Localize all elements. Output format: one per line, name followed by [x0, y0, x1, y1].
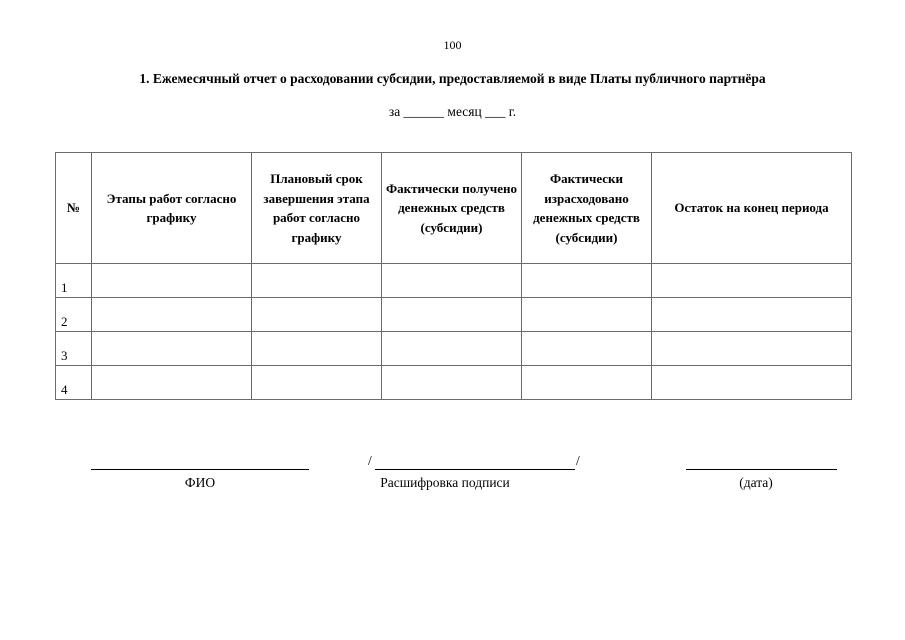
balance-cell[interactable]: [652, 332, 852, 366]
planned-deadline-cell[interactable]: [252, 298, 382, 332]
row-number-cell: 1: [56, 264, 92, 298]
column-header-funds-spent: Фактически израсходовано денежных средств (субсидии): [522, 153, 652, 264]
funds-received-cell[interactable]: [382, 298, 522, 332]
decoding-slash-right: /: [576, 453, 580, 468]
planned-deadline-cell[interactable]: [252, 366, 382, 400]
balance-cell[interactable]: [652, 264, 852, 298]
funds-received-cell[interactable]: [382, 332, 522, 366]
work-stage-cell[interactable]: [92, 332, 252, 366]
work-stage-cell[interactable]: [92, 298, 252, 332]
row-number-cell: 4: [56, 366, 92, 400]
page-number: 100: [443, 38, 462, 52]
planned-deadline-cell[interactable]: [252, 264, 382, 298]
funds-received-cell[interactable]: [382, 366, 522, 400]
column-header-number: №: [56, 153, 92, 264]
balance-cell[interactable]: [652, 298, 852, 332]
report-period: за ______ месяц ___ г.: [388, 104, 517, 119]
table-row: [56, 298, 852, 332]
report-table: [55, 152, 852, 400]
balance-cell[interactable]: [652, 366, 852, 400]
funds-received-cell[interactable]: [382, 264, 522, 298]
column-header-work-stages: Этапы работ согласно графику: [92, 153, 252, 264]
column-header-balance: Остаток на конец периода: [652, 153, 852, 264]
table-row: [56, 264, 852, 298]
date-line[interactable]: [686, 469, 837, 470]
table-row: [56, 366, 852, 400]
funds-spent-cell[interactable]: [522, 366, 652, 400]
document-title: 1. Ежемесячный отчет о расходовании субсидии, предоставляемой в виде Платы публичного партнёра: [139, 71, 766, 86]
table-header-row: [56, 153, 852, 264]
row-number-cell: 2: [56, 298, 92, 332]
row-number-cell: 3: [56, 332, 92, 366]
planned-deadline-cell[interactable]: [252, 332, 382, 366]
column-header-funds-received: Фактически получено денежных средств (субсидии): [382, 153, 522, 264]
fio-caption: ФИО: [184, 475, 216, 490]
funds-spent-cell[interactable]: [522, 332, 652, 366]
table-row: [56, 332, 852, 366]
column-header-planned-deadline: Плановый срок завершения этапа работ согласно графику: [252, 153, 382, 264]
fio-signature-line[interactable]: [91, 469, 309, 470]
funds-spent-cell[interactable]: [522, 264, 652, 298]
decoding-slash-left: /: [368, 453, 372, 468]
decoding-caption: Расшифровка подписи: [380, 475, 510, 490]
date-caption: (дата): [739, 475, 773, 490]
work-stage-cell[interactable]: [92, 366, 252, 400]
decoding-signature-line[interactable]: [375, 469, 575, 470]
work-stage-cell[interactable]: [92, 264, 252, 298]
funds-spent-cell[interactable]: [522, 298, 652, 332]
